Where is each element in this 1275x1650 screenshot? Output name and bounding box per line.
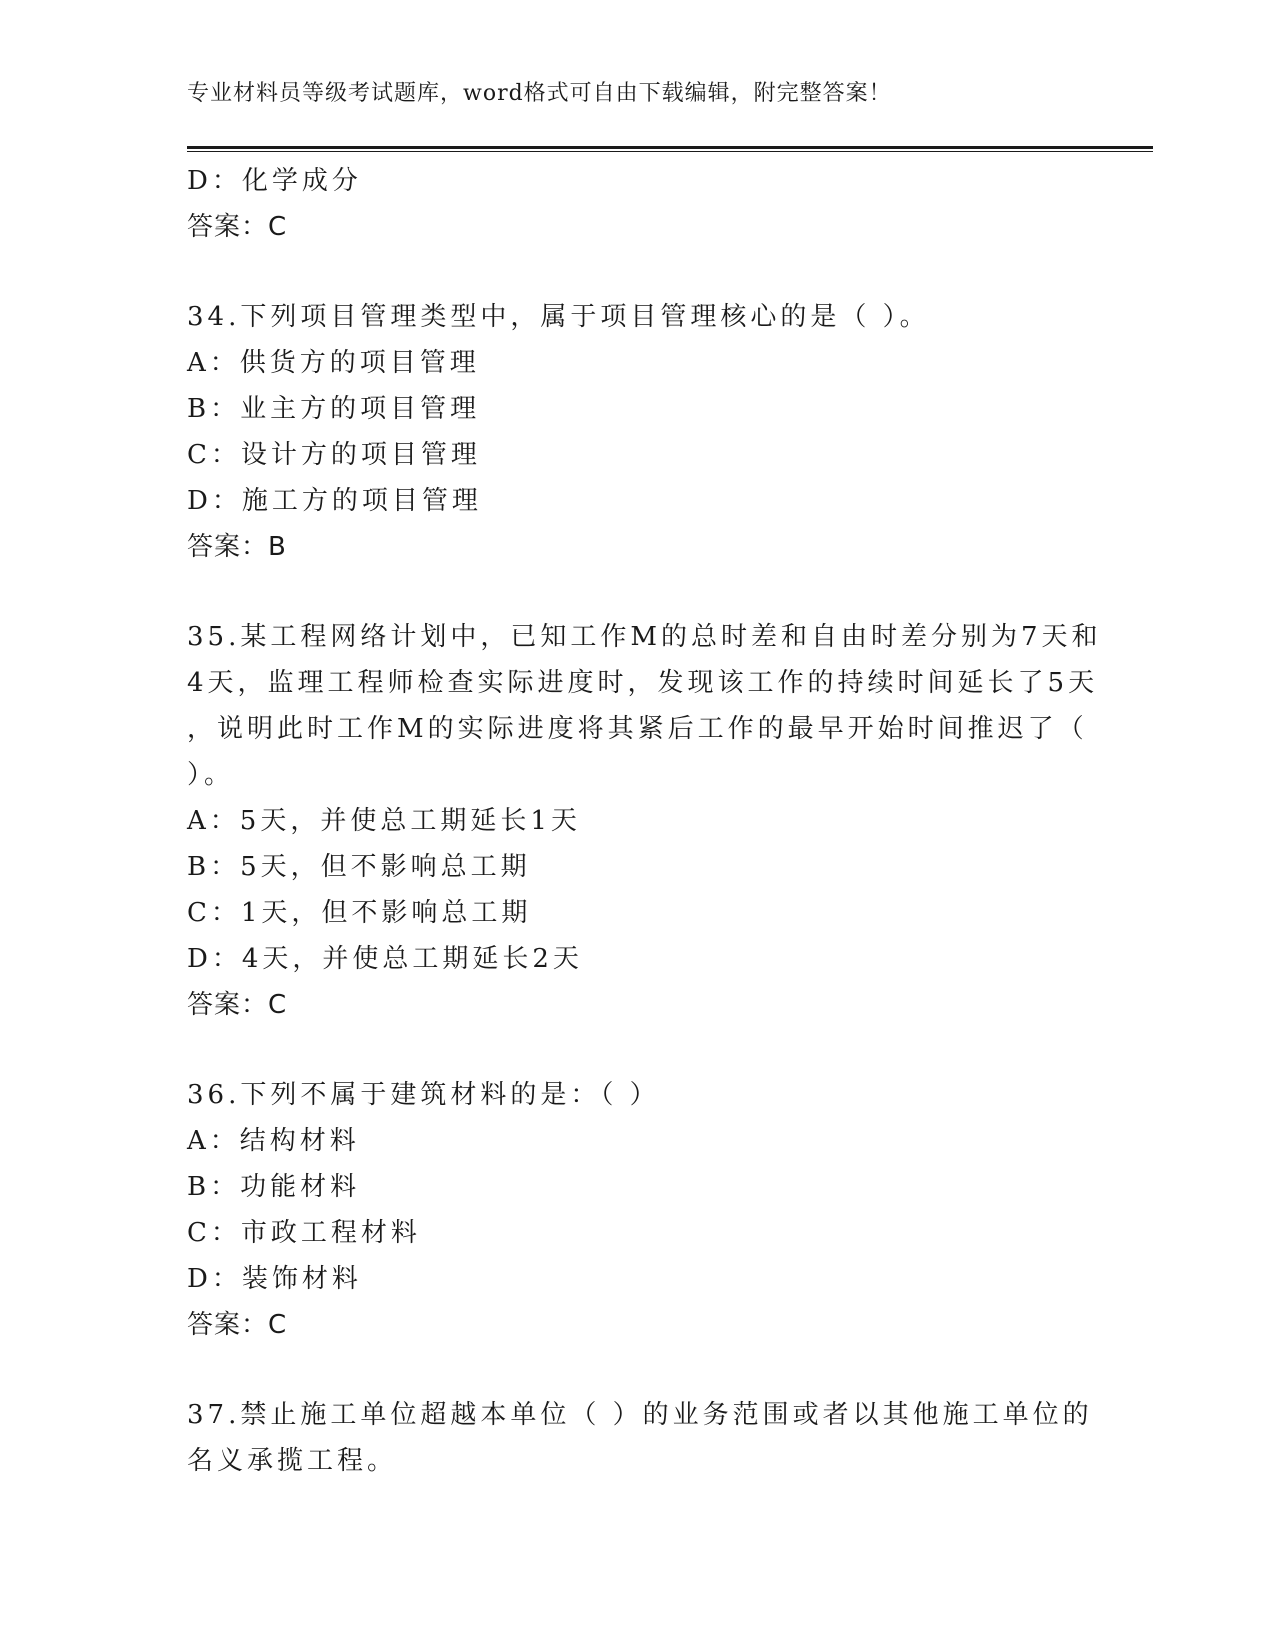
spacer [187,1028,1087,1072]
question-35-stem-line-2: 4天，监理工程师检查实际进度时，发现该工作的持续时间延长了5天 [187,668,1099,698]
question-35-answer: 答案：C [187,990,288,1020]
question-37-stem-line-1: 37.禁止施工单位超越本单位（ ）的业务范围或者以其他施工单位的 [187,1400,1093,1430]
answer: 答案：C [187,212,288,242]
question-35-stem-line-4: ）。 [187,760,235,790]
header-rule-thin [187,151,1153,152]
question-35-option-c: C：1天，但不影响总工期 [187,898,532,928]
question-34-option-a: A：供货方的项目管理 [187,348,480,378]
question-35-stem-line-1: 35.某工程网络计划中，已知工作M的总时差和自由时差分别为7天和 [187,622,1102,652]
header-rule-thick [187,146,1153,149]
question-35-stem-line-3: ，说明此时工作M的实际进度将其紧后工作的最早开始时间推迟了（ [187,714,1088,744]
spacer [187,1348,1087,1392]
question-34-option-d: D：施工方的项目管理 [187,486,482,516]
question-36-option-c: C：市政工程材料 [187,1218,421,1248]
question-35-option-a: A：5天，并使总工期延长1天 [187,806,581,836]
question-34-stem: 34.下列项目管理类型中，属于项目管理核心的是（ ）。 [187,302,930,332]
question-35-option-d: D：4天，并使总工期延长2天 [187,944,583,974]
page-header: 专业材料员等级考试题库，word格式可自由下载编辑，附完整答案！ [187,81,892,106]
question-34-option-b: B：业主方的项目管理 [187,394,481,424]
question-34-answer: 答案：B [187,532,287,562]
question-36-stem: 36.下列不属于建筑材料的是：（ ） [187,1080,660,1110]
option-d: D：化学成分 [187,166,362,196]
question-36-option-d: D：装饰材料 [187,1264,362,1294]
question-36-option-b: B：功能材料 [187,1172,361,1202]
question-36-answer: 答案：C [187,1310,288,1340]
question-34-option-c: C：设计方的项目管理 [187,440,481,470]
spacer [187,250,1087,294]
question-35-option-b: B：5天，但不影响总工期 [187,852,531,882]
spacer [187,570,1087,614]
document-body [187,158,1102,1484]
question-36-option-a: A：结构材料 [187,1126,360,1156]
question-37-stem-line-2: 名义承揽工程。 [187,1446,398,1476]
